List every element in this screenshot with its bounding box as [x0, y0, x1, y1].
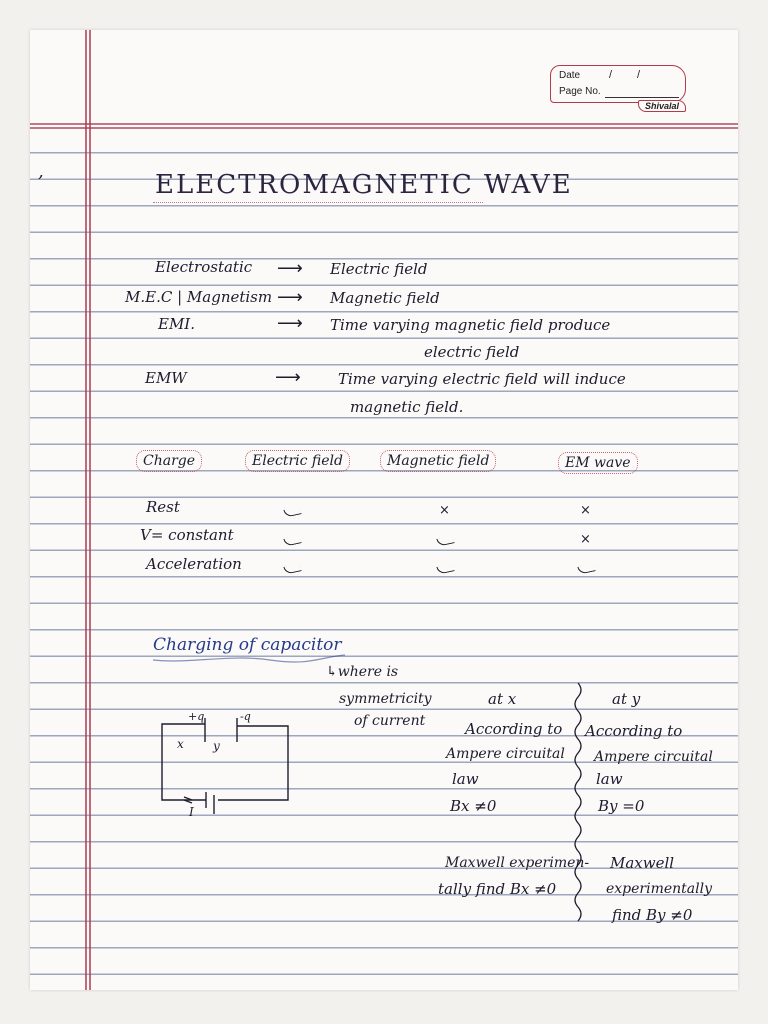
table-header: EM wave: [558, 452, 638, 474]
stray-mark: ,: [38, 161, 44, 182]
table-row-label: V= constant: [140, 526, 234, 544]
relation-right: Magnetic field: [330, 289, 440, 307]
date-label: Date: [559, 70, 581, 81]
arrow-icon: ⟶: [277, 287, 303, 308]
column-y-line: at y: [612, 690, 641, 708]
relation-left: EMW: [145, 369, 187, 387]
column-y-line: law: [596, 770, 623, 788]
column-x-line: tally find Bx ≠0: [438, 880, 557, 898]
relation-continuation: electric field: [424, 343, 520, 361]
column-x-line: Maxwell experimen-: [445, 855, 590, 871]
circuit-label: x: [177, 737, 184, 751]
circuit-label: y: [213, 739, 220, 753]
column-y-line: By =0: [598, 797, 645, 815]
page-title: ELECTROMAGNETIC WAVE: [155, 170, 573, 200]
column-x-line: Ampere circuital: [446, 746, 565, 762]
page-number-label: Page No.: [559, 86, 601, 97]
cross-mark-icon: ×: [439, 503, 450, 518]
column-x-line: law: [452, 770, 479, 788]
table-header: Charge: [136, 450, 202, 472]
section-heading: Charging of capacitor: [153, 635, 342, 655]
circuit-label: -q: [240, 710, 251, 723]
brand-logo: Shivalal: [638, 100, 686, 112]
relation-left: Electrostatic: [155, 258, 253, 276]
relation-right: Time varying magnetic field produce: [330, 316, 611, 334]
table-row-label: Rest: [146, 498, 180, 516]
column-y-line: experimentally: [606, 881, 713, 897]
column-y-line: find By ≠0: [612, 906, 693, 924]
note-line: of current: [354, 713, 426, 729]
arrow-icon: ⟶: [275, 367, 301, 388]
relation-right: Electric field: [330, 260, 428, 278]
relation-continuation: magnetic field.: [350, 398, 464, 416]
note-line: ↳where is: [326, 664, 399, 680]
table-row-label: Acceleration: [146, 555, 242, 573]
note-line: symmetricity: [339, 691, 432, 707]
arrow-icon: ⟶: [277, 258, 303, 279]
date-separator: /: [609, 69, 613, 81]
column-x-line: Bx ≠0: [450, 797, 497, 815]
column-y-line: Maxwell: [610, 854, 675, 872]
relation-left: EMI.: [158, 315, 196, 333]
column-x-line: According to: [465, 720, 563, 738]
circuit-label: +q: [188, 710, 205, 723]
table-header: Electric field: [245, 450, 350, 472]
cross-mark-icon: ×: [580, 532, 591, 547]
date-separator: /: [637, 69, 641, 81]
relation-right: Time varying electric field will induce: [338, 370, 626, 388]
arrow-icon: ⟶: [277, 313, 303, 334]
column-x-line: at x: [488, 690, 517, 708]
column-y-line: According to: [585, 722, 683, 740]
circuit-label: I: [189, 805, 194, 819]
cross-mark-icon: ×: [580, 503, 591, 518]
column-y-line: Ampere circuital: [594, 749, 713, 765]
table-header: Magnetic field: [380, 450, 496, 472]
relation-left: M.E.C | Magnetism: [125, 288, 273, 306]
